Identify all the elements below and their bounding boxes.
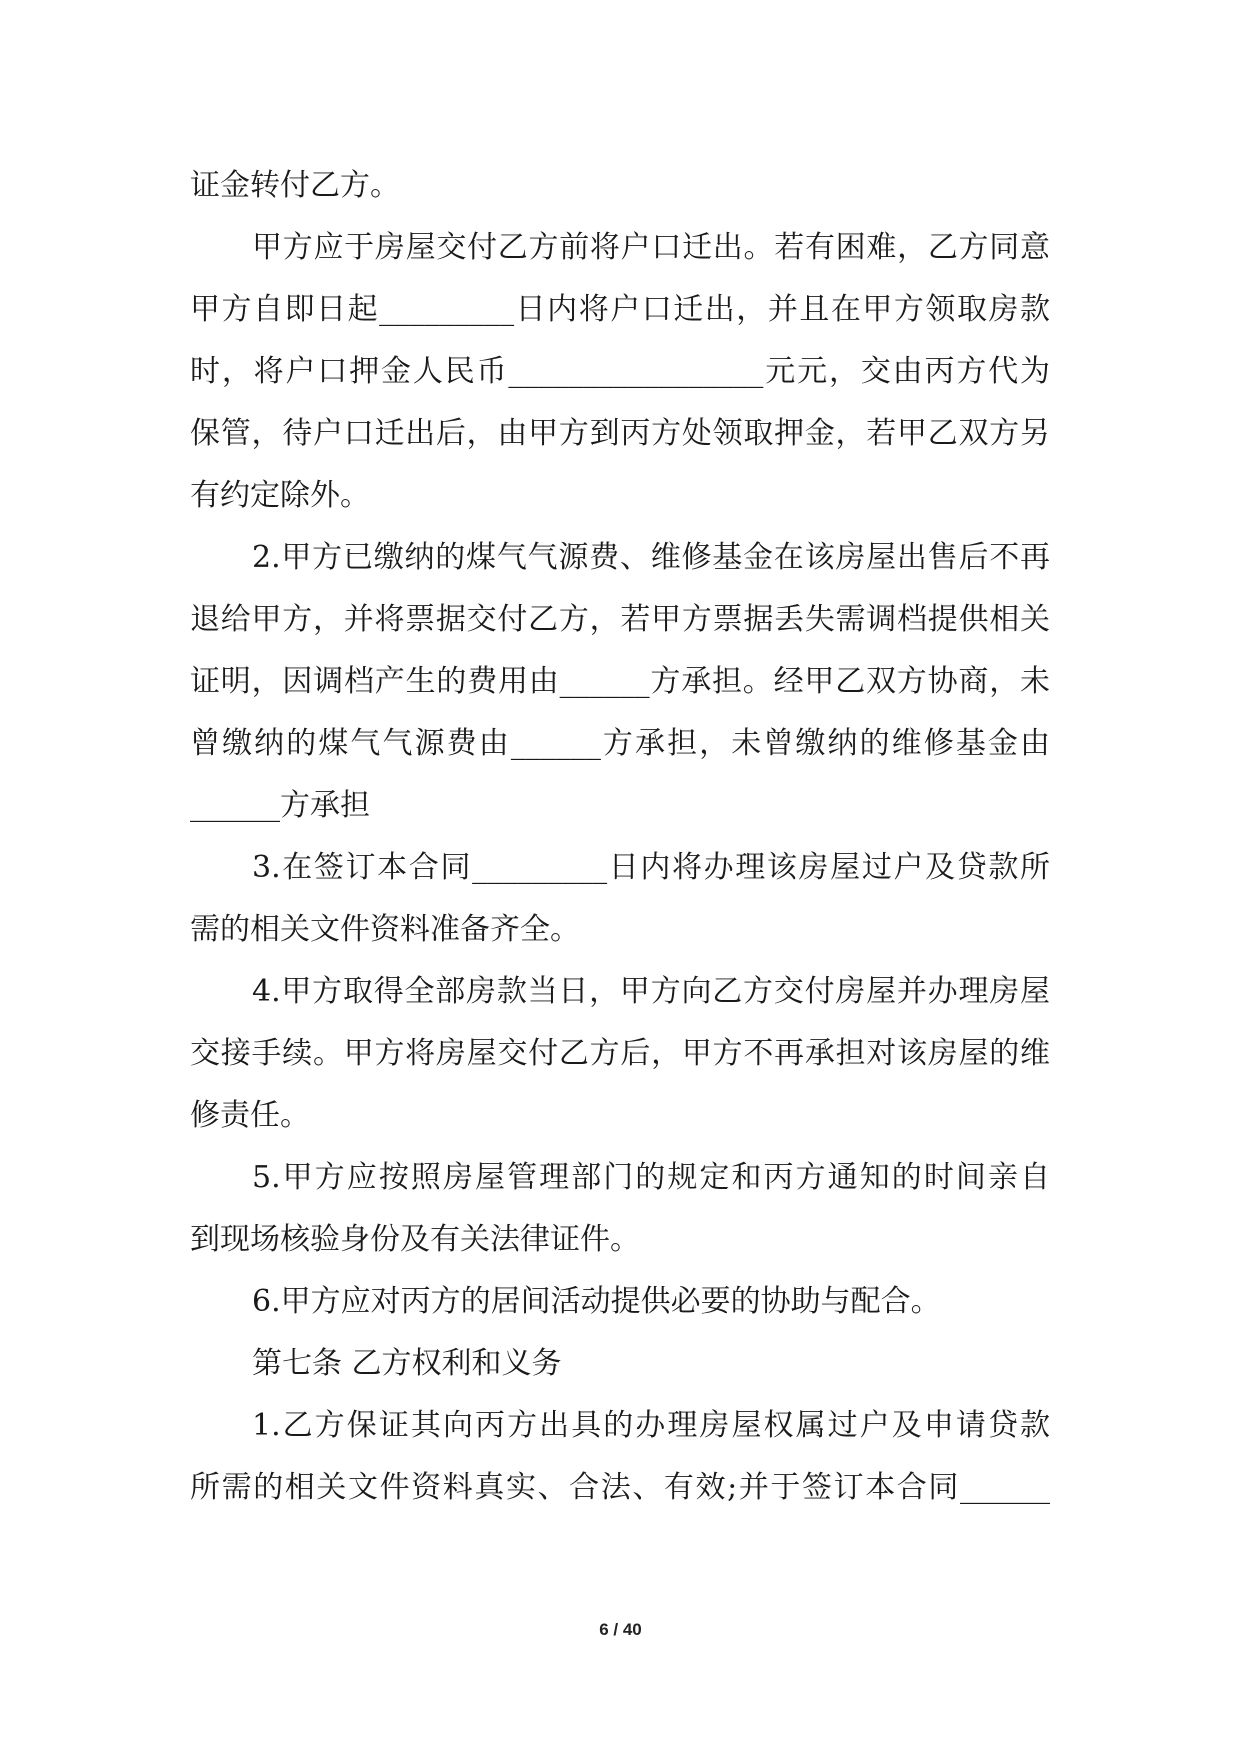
text-line: 退给甲方，并将票据交付乙方，若甲方票据丢失需调档提供相关 [190, 602, 1050, 637]
text-line: 甲方应于房屋交付乙方前将户口迁出。若有困难，乙方同意 [252, 230, 1050, 265]
document-body [190, 155, 1050, 1519]
text-line: 时，将户口押金人民币_________________元元，交由丙方代为 [190, 354, 1050, 389]
text-line: 6.甲方应对丙方的居间活动提供必要的协助与配合。 [252, 1284, 941, 1319]
text-line: 2.甲方已缴纳的煤气气源费、维修基金在该房屋出售后不再 [252, 540, 1050, 575]
text-line: 曾缴纳的煤气气源费由______方承担，未曾缴纳的维修基金由 [190, 726, 1050, 761]
text-line: 有约定除外。 [190, 478, 370, 513]
text-line: 所需的相关文件资料真实、合法、有效;并于签订本合同______ [190, 1470, 1050, 1505]
text-line: 4.甲方取得全部房款当日，甲方向乙方交付房屋并办理房屋 [252, 974, 1050, 1009]
text-line: 第七条 乙方权利和义务 [252, 1346, 562, 1381]
text-line: 交接手续。甲方将房屋交付乙方后，甲方不再承担对该房屋的维 [190, 1036, 1050, 1071]
text-line: 甲方自即日起_________日内将户口迁出，并且在甲方领取房款 [190, 292, 1050, 327]
text-line: 证金转付乙方。 [190, 168, 400, 203]
text-line: 到现场核验身份及有关法律证件。 [190, 1222, 640, 1257]
text-line: 5.甲方应按照房屋管理部门的规定和丙方通知的时间亲自 [252, 1160, 1050, 1195]
text-line: 1.乙方保证其向丙方出具的办理房屋权属过户及申请贷款 [252, 1408, 1050, 1443]
page-number: 6 / 40 [599, 1620, 642, 1639]
text-line: 需的相关文件资料准备齐全。 [190, 912, 580, 947]
text-line: 证明，因调档产生的费用由______方承担。经甲乙双方协商，未 [190, 664, 1050, 699]
text-line: 保管，待户口迁出后，由甲方到丙方处领取押金，若甲乙双方另 [190, 416, 1050, 451]
text-line: ______方承担 [190, 788, 370, 823]
text-line: 修责任。 [190, 1098, 310, 1133]
text-line: 3.在签订本合同_________日内将办理该房屋过户及贷款所 [252, 850, 1050, 885]
